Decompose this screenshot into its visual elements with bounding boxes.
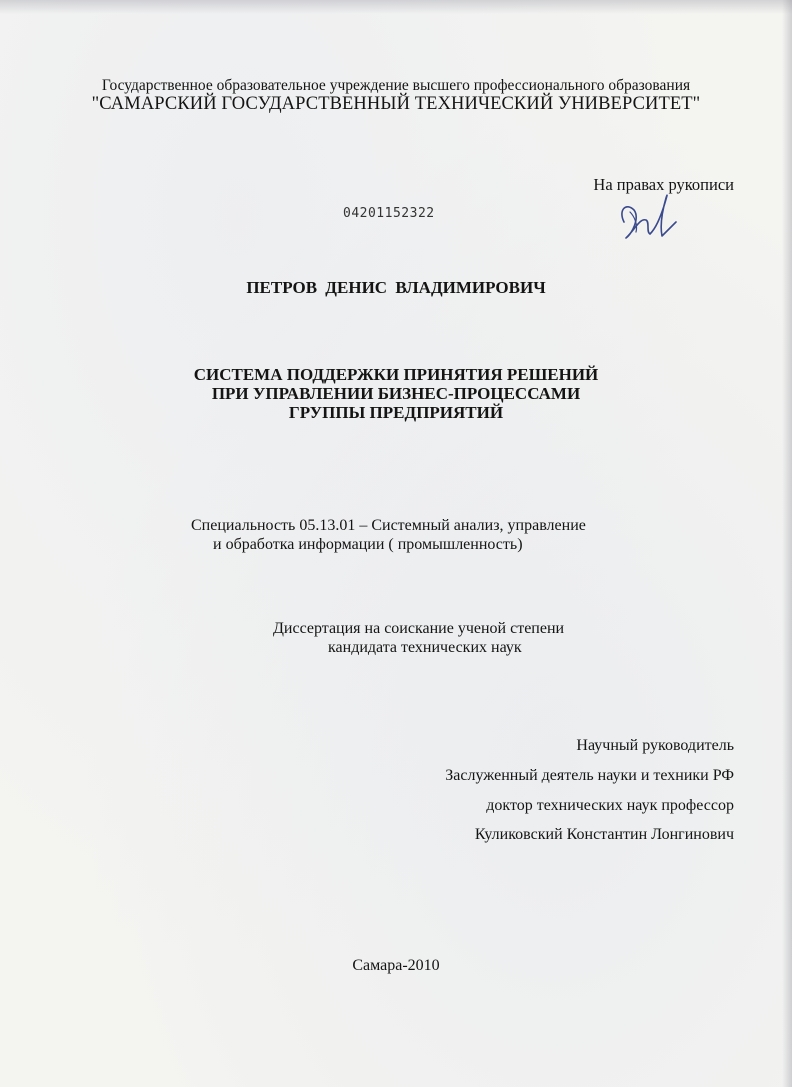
thesis-title-line: ГРУППЫ ПРЕДПРИЯТИЙ — [288, 403, 504, 422]
advisor-honorary-title: Заслуженный деятель науки и техники РФ — [445, 767, 734, 784]
scan-edge-top — [0, 0, 792, 14]
advisor-name: Куликовский Константин Лонгинович — [474, 826, 734, 843]
thesis-title-line: СИСТЕМА ПОДДЕРЖКИ ПРИНЯТИЯ РЕШЕНИЙ — [193, 365, 599, 384]
city-year: Самара-2010 — [352, 957, 440, 974]
specialty-line: Специальность 05.13.01 – Системный анализ, управление — [191, 517, 586, 534]
signature-icon — [610, 188, 690, 250]
advisor-label: Научный руководитель — [576, 737, 734, 754]
document-number: 04201152322 — [343, 206, 435, 221]
dissertation-line: кандидата технических наук — [328, 639, 522, 656]
manuscript-note: На правах рукописи — [593, 175, 734, 194]
author-name: ПЕТРОВ ДЕНИС ВЛАДИМИРОВИЧ — [246, 278, 546, 297]
scan-edge-right — [782, 0, 792, 1087]
thesis-title-line: ПРИ УПРАВЛЕНИИ БИЗНЕС-ПРОЦЕССАМИ — [211, 384, 581, 403]
dissertation-line: Диссертация на соискание ученой степени — [273, 620, 565, 637]
specialty-line: и обработка информации ( промышленность) — [213, 536, 523, 553]
university-name: "САМАРСКИЙ ГОСУДАРСТВЕННЫЙ ТЕХНИЧЕСКИЙ УНИВЕРСИТЕТ" — [91, 94, 701, 114]
advisor-degree: доктор технических наук профессор — [486, 797, 734, 814]
institution-line: Государственное образовательное учреждение высшего профессионального образования — [101, 77, 691, 94]
